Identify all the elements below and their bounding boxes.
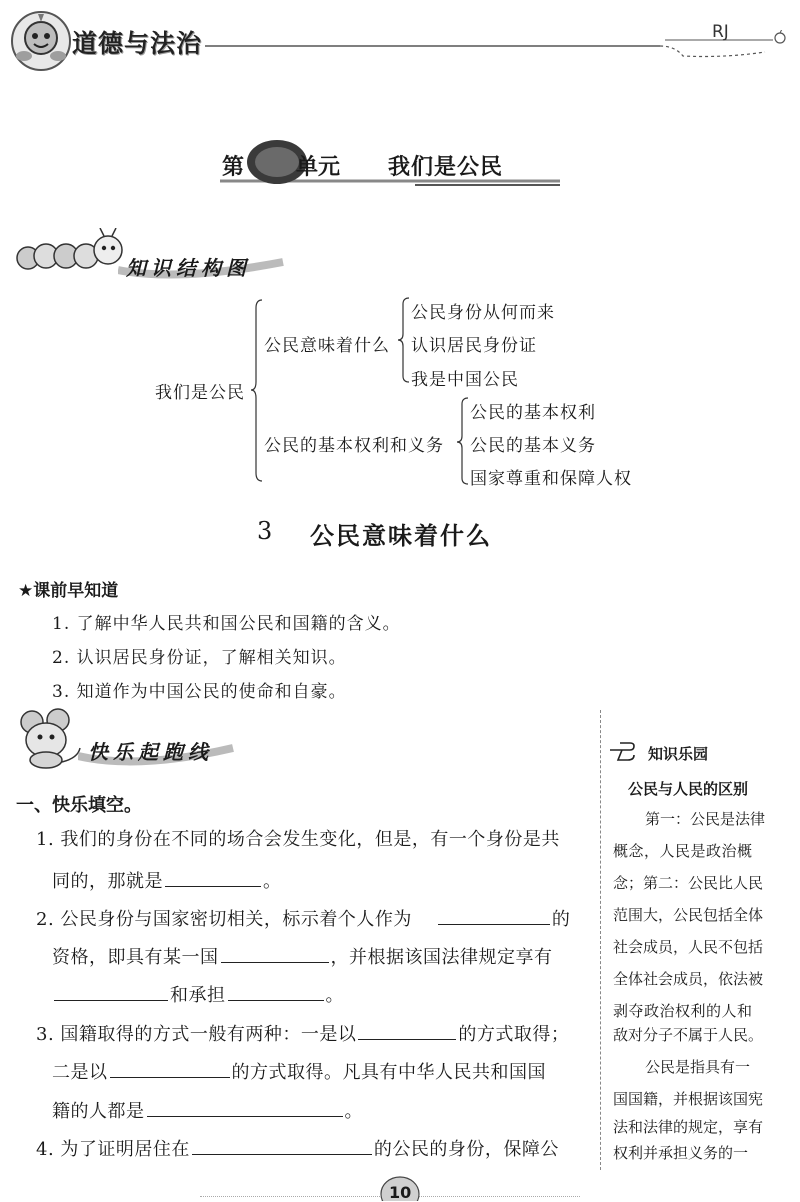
question-text: 的方式取得。凡具有中华人民共和国国 (231, 1062, 546, 1083)
answer-blank[interactable] (228, 978, 324, 1001)
question-2-line-1 (36, 902, 570, 931)
question-text: 2. 公民身份与国家密切相关，标示着个人作为 (36, 909, 412, 930)
subject-title: 道德与法治 (72, 29, 203, 58)
structure-item: 公民的基本义务 (470, 436, 596, 456)
exercise-section-title: 一、快乐填空。 (16, 795, 142, 816)
question-text: 的公民的身份，保障公 (373, 1139, 559, 1160)
mascot-icon (10, 10, 72, 72)
structure-root: 我们是公民 (155, 383, 245, 403)
unit-title: 我们是公民 (388, 155, 504, 180)
brace-root (250, 298, 264, 483)
sidebar-line: 剥夺政治权利的人和 (613, 1002, 753, 1020)
question-1-line-2 (52, 864, 282, 893)
sidebar-line: 公民是指具有一 (645, 1058, 751, 1076)
sidebar-line: 概念，人民是政治概 (613, 842, 753, 860)
question-text: 同的，那就是 (52, 871, 163, 892)
brace-branch-1 (397, 296, 411, 386)
preview-item: 2. 认识居民身份证，了解相关知识。 (52, 648, 347, 668)
structure-item: 国家尊重和保障人权 (470, 469, 632, 489)
sidebar-line: 敌对分子不属于人民。 (613, 1026, 764, 1044)
preview-item: 1. 了解中华人民共和国公民和国籍的含义。 (52, 614, 401, 634)
edition-label: RJ (712, 22, 729, 42)
answer-blank[interactable] (54, 978, 168, 1001)
question-text: 的方式取得； (458, 1024, 570, 1045)
page-number: 10 (389, 1183, 412, 1202)
caterpillar-icon (14, 228, 124, 280)
sidebar-line: 法和法律的规定，享有 (613, 1118, 764, 1136)
question-4-line-1 (36, 1132, 559, 1161)
sidebar-line: 第一：公民是法律 (645, 810, 766, 828)
header-rule (205, 30, 795, 60)
structure-branch-2: 公民的基本权利和义务 (264, 436, 444, 456)
sidebar-line: 范围大，公民包括全体 (613, 906, 764, 924)
answer-blank[interactable] (192, 1132, 372, 1155)
question-2-line-3 (52, 978, 344, 1007)
question-text: 和承担 (170, 985, 226, 1006)
sidebar-line: 国国籍，并根据该国宪 (613, 1090, 764, 1108)
unit-prefix: 第 (222, 155, 245, 180)
brace-branch-2 (456, 396, 470, 488)
preview-item: 3. 知道作为中国公民的使命和自豪。 (52, 682, 347, 702)
answer-blank[interactable] (438, 902, 550, 925)
question-1-line-1 (36, 825, 560, 851)
structure-heading: 知识结构图 (126, 256, 251, 280)
question-text: 。 (325, 985, 344, 1006)
mouse-icon (14, 708, 84, 770)
question-text: 。 (263, 871, 282, 892)
sidebar-divider (600, 710, 601, 1170)
answer-blank[interactable] (165, 864, 261, 887)
question-text: 1. 我们的身份在不同的场合会发生变化，但是，有一个身份是共 (36, 829, 560, 850)
sidebar-heading: 知识乐园 (648, 745, 709, 763)
preview-heading: ★课前早知道 (18, 581, 119, 601)
question-text: 3. 国籍取得的方式一般有两种：一是以 (36, 1024, 357, 1045)
question-text: 资格，即具有某一国 (52, 947, 219, 968)
answer-blank[interactable] (358, 1017, 456, 1040)
sidebar-line: 社会成员，人民不包括 (613, 938, 764, 956)
question-3-line-2 (52, 1055, 546, 1084)
structure-item: 认识居民身份证 (411, 336, 537, 356)
question-3-line-3 (52, 1094, 363, 1123)
unit-suffix: 单元 (296, 155, 341, 180)
pointing-hand-icon (608, 740, 644, 762)
question-2-line-2 (52, 940, 553, 969)
question-text: 的 (551, 909, 571, 930)
structure-item: 公民的基本权利 (470, 403, 596, 423)
sidebar-line: 权利并承担义务的一 (613, 1144, 749, 1162)
sidebar-line: 念；第二：公民比人民 (613, 874, 764, 892)
lesson-title: 公民意味着什么 (310, 521, 492, 550)
question-text: 4. 为了证明居住在 (36, 1139, 190, 1160)
question-3-line-1 (36, 1017, 569, 1046)
sidebar-line: 全体社会成员，依法被 (613, 970, 764, 988)
sidebar-subtitle: 公民与人民的区别 (628, 780, 749, 798)
structure-item: 我是中国公民 (411, 370, 519, 390)
structure-branch-1: 公民意味着什么 (264, 336, 390, 356)
answer-blank[interactable] (221, 940, 329, 963)
question-text: 二是以 (52, 1062, 108, 1083)
question-text: ，并根据该国法律规定享有 (330, 947, 553, 968)
exercise-banner-title: 快乐起跑线 (88, 740, 213, 764)
question-text: 籍的人都是 (52, 1101, 145, 1122)
answer-blank[interactable] (110, 1055, 230, 1078)
structure-item: 公民身份从何而来 (411, 303, 555, 323)
question-text: 。 (344, 1101, 363, 1122)
answer-blank[interactable] (147, 1094, 343, 1117)
lesson-number: 3 (257, 517, 273, 545)
